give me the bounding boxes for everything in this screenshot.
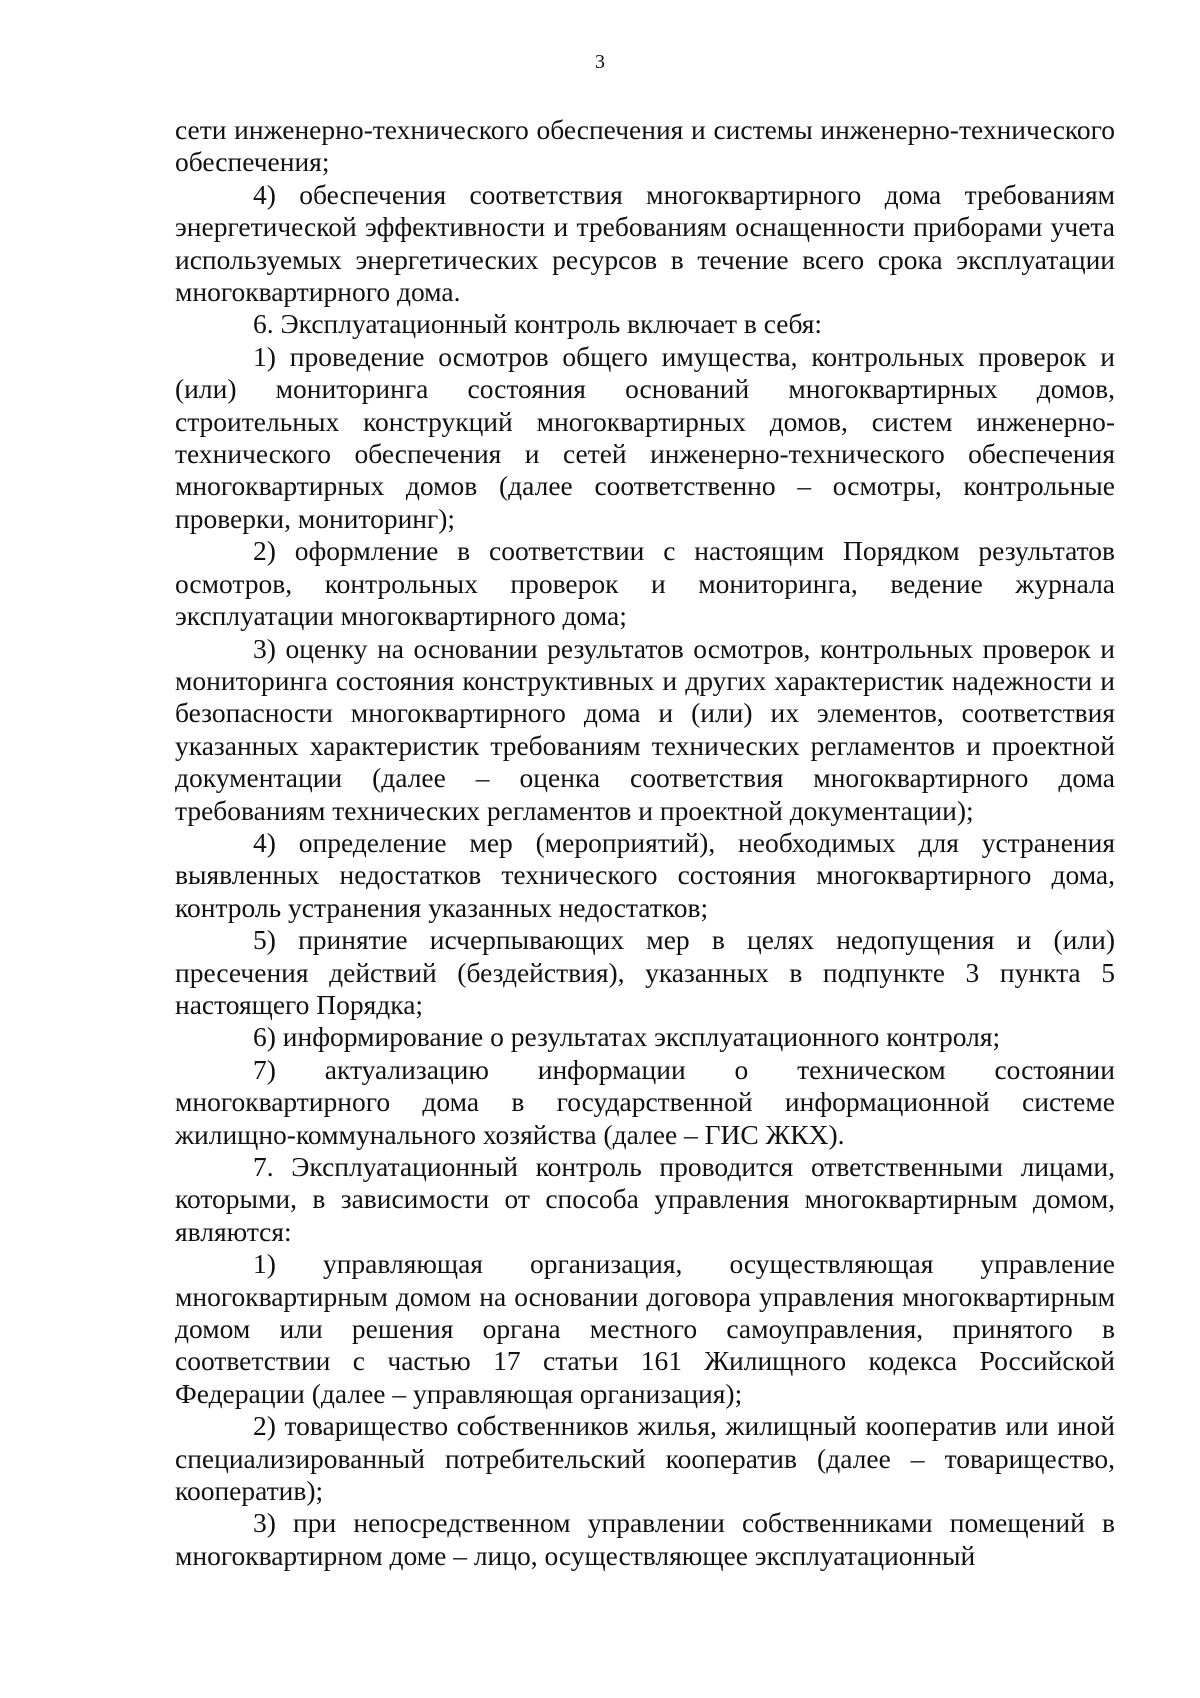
paragraph-item-4: 4) обеспечения соответствия многоквартирного дома требованиям энергетической эффективности и требованиям оснащенности приборами учета используемых энергетических ресурсов в течение всего срока эксплуатации многоквартирного дома.: [175, 178, 1115, 308]
paragraph-6-item-2: 2) оформление в соответствии с настоящим Порядком результатов осмотров, контрольных проверок и мониторинга, ведение журнала эксплуатации многоквартирного дома;: [175, 535, 1115, 632]
paragraph-7-item-3: 3) при непосредственном управлении собственниками помещений в многоквартирном доме – лицо, осуществляющее эксплуатационный: [175, 1507, 1115, 1571]
paragraph-6-item-5: 5) принятие исчерпывающих мер в целях недопущения и (или) пресечения действий (бездействия), указанных в подпункте 3 пункта 5 настоящего Порядка;: [175, 924, 1115, 1020]
paragraph-6-item-7: 7) актуализацию информации о техническом состоянии многоквартирного дома в государственной информационной системе жилищно-коммунального хозяйства (далее – ГИС ЖКХ).: [175, 1053, 1115, 1150]
page-number: 3: [595, 51, 605, 73]
paragraph-6-item-6: 6) информирование о результатах эксплуатационного контроля;: [253, 1021, 1001, 1053]
paragraph-6-item-3: 3) оценку на основании результатов осмотров, контрольных проверок и мониторинга состояния конструктивных и других характеристик надежности и безопасности многоквартирного дома и (или) их элементов, соответствия указанных характеристик требованиям технических регламентов и проектной документации (далее – оценка соответствия многоквартирного дома требованиям технических регламентов и проектной документации);: [175, 632, 1115, 826]
paragraph-6-item-4: 4) определение мер (мероприятий), необходимых для устранения выявленных недостатков технического состояния многоквартирного дома, контроль устранения указанных недостатков;: [175, 826, 1115, 923]
paragraph-6-item-1: 1) проведение осмотров общего имущества, контрольных проверок и (или) мониторинга состояния оснований многоквартирных домов, строительных конструкций многоквартирных домов, систем инженерно-технического обеспечения и сетей инженерно-технического обеспечения многоквартирных домов (далее соответственно – осмотры, контрольные проверки, мониторинг);: [175, 340, 1115, 534]
document-body: [175, 114, 1115, 1572]
paragraph-section-7: 7. Эксплуатационный контроль проводится ответственными лицами, которыми, в зависимости от способа управления многоквартирным домом, являются:: [175, 1151, 1115, 1247]
paragraph-7-item-2: 2) товарищество собственников жилья, жилищный кооператив или иной специализированный потребительский кооператив (далее – товарищество, кооператив);: [175, 1410, 1115, 1507]
paragraph-7-item-1: 1) управляющая организация, осуществляющая управление многоквартирным домом на основании договора управления многоквартирным домом или решения органа местного самоуправления, принятого в соответствии с частью 17 статьи 161 Жилищного кодекса Российской Федерации (далее – управляющая организация);: [175, 1248, 1115, 1409]
paragraph-continuation: сети инженерно-технического обеспечения и системы инженерно-технического обеспечения;: [175, 114, 1115, 178]
paragraph-section-6: 6. Эксплуатационный контроль включает в себя:: [253, 308, 823, 340]
